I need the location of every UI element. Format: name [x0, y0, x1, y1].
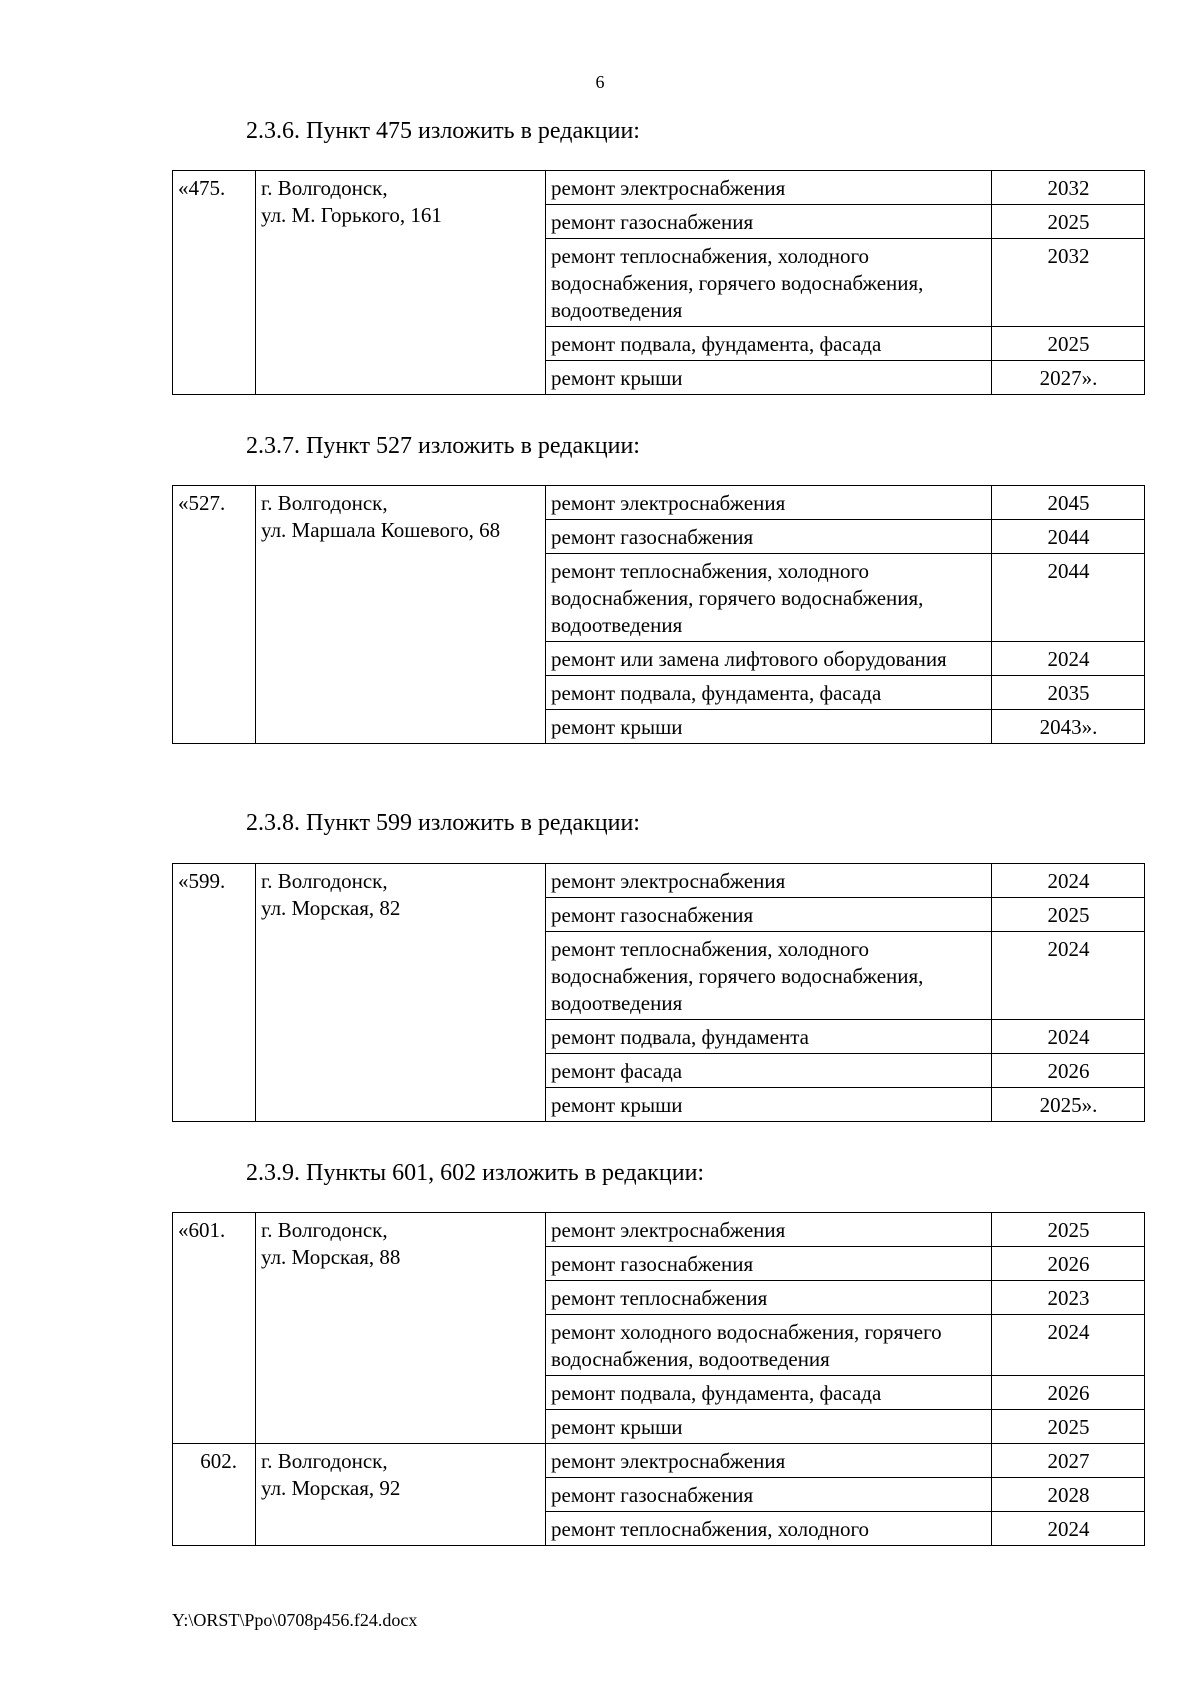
- work-name: ремонт холодного водоснабжения, горячего водоснабжения, водоотведения: [546, 1315, 992, 1376]
- work-name: ремонт газоснабжения: [546, 898, 992, 932]
- work-name: ремонт теплоснабжения: [546, 1281, 992, 1315]
- work-year: 2032: [992, 171, 1145, 205]
- section-heading: 2.3.9. Пункты 601, 602 изложить в редакции:: [246, 1160, 705, 1186]
- item-number: «475.: [173, 171, 256, 395]
- address-street: ул. М. Горького, 161: [261, 203, 442, 227]
- work-year: 2025: [992, 327, 1145, 361]
- works-table: [172, 1212, 1145, 1546]
- section-heading: 2.3.6. Пункт 475 изложить в редакции:: [246, 118, 640, 144]
- address-cell: [256, 1444, 546, 1546]
- work-year: 2025: [992, 205, 1145, 239]
- work-year: 2026: [992, 1376, 1145, 1410]
- work-year: 2025: [992, 898, 1145, 932]
- work-year: 2044: [992, 520, 1145, 554]
- file-path-footer: Y:\ORST\Ppo\0708p456.f24.docx: [172, 1610, 418, 1630]
- work-year: 2023: [992, 1281, 1145, 1315]
- work-year: 2024: [992, 1020, 1145, 1054]
- address-city: г. Волгодонск,: [261, 869, 388, 893]
- page-number: 6: [595, 72, 605, 92]
- work-year: 2025: [992, 1410, 1145, 1444]
- address-street: ул. Маршала Кошевого, 68: [261, 518, 501, 542]
- work-name: ремонт теплоснабжения, холодного: [546, 1512, 992, 1546]
- work-name: ремонт теплоснабжения, холодного водоснабжения, горячего водоснабжения, водоотведения: [546, 554, 992, 642]
- item-number: 602.: [173, 1444, 256, 1546]
- work-name: ремонт крыши: [546, 1410, 992, 1444]
- address-city: г. Волгодонск,: [261, 1449, 388, 1473]
- work-name: ремонт крыши: [546, 710, 992, 744]
- item-number: «599.: [173, 864, 256, 1122]
- table-row: [173, 1444, 1145, 1478]
- work-name: ремонт подвала, фундамента: [546, 1020, 992, 1054]
- works-table: [172, 485, 1145, 744]
- work-year: 2027».: [992, 361, 1145, 395]
- work-year: 2043».: [992, 710, 1145, 744]
- work-year: 2044: [992, 554, 1145, 642]
- work-year: 2024: [992, 1512, 1145, 1546]
- item-number: «527.: [173, 486, 256, 744]
- work-name: ремонт крыши: [546, 1088, 992, 1122]
- work-year: 2026: [992, 1054, 1145, 1088]
- work-name: ремонт электроснабжения: [546, 1213, 992, 1247]
- work-name: ремонт электроснабжения: [546, 864, 992, 898]
- work-name: ремонт подвала, фундамента, фасада: [546, 676, 992, 710]
- work-name: ремонт электроснабжения: [546, 171, 992, 205]
- work-year: 2024: [992, 1315, 1145, 1376]
- address-street: ул. Морская, 88: [261, 1245, 401, 1269]
- section-heading: 2.3.8. Пункт 599 изложить в редакции:: [246, 810, 640, 836]
- work-name: ремонт фасада: [546, 1054, 992, 1088]
- work-name: ремонт газоснабжения: [546, 205, 992, 239]
- address-city: г. Волгодонск,: [261, 176, 388, 200]
- work-name: ремонт или замена лифтового оборудования: [546, 642, 992, 676]
- table-row: [173, 486, 1145, 520]
- address-cell: [256, 864, 546, 1122]
- work-name: ремонт подвала, фундамента, фасада: [546, 1376, 992, 1410]
- work-year: 2027: [992, 1444, 1145, 1478]
- work-year: 2025: [992, 1213, 1145, 1247]
- works-table: [172, 863, 1145, 1122]
- work-name: ремонт электроснабжения: [546, 1444, 992, 1478]
- address-cell: [256, 486, 546, 744]
- table-row: [173, 1213, 1145, 1247]
- work-year: 2024: [992, 864, 1145, 898]
- work-year: 2024: [992, 932, 1145, 1020]
- work-name: ремонт крыши: [546, 361, 992, 395]
- section-heading: 2.3.7. Пункт 527 изложить в редакции:: [246, 433, 640, 459]
- address-street: ул. Морская, 92: [261, 1476, 401, 1500]
- address-city: г. Волгодонск,: [261, 491, 388, 515]
- address-city: г. Волгодонск,: [261, 1218, 388, 1242]
- work-name: ремонт теплоснабжения, холодного водоснабжения, горячего водоснабжения, водоотведения: [546, 932, 992, 1020]
- work-year: 2045: [992, 486, 1145, 520]
- work-name: ремонт газоснабжения: [546, 1247, 992, 1281]
- work-name: ремонт газоснабжения: [546, 520, 992, 554]
- work-name: ремонт теплоснабжения, холодного водоснабжения, горячего водоснабжения, водоотведения: [546, 239, 992, 327]
- work-year: 2025».: [992, 1088, 1145, 1122]
- table-row: [173, 864, 1145, 898]
- address-cell: [256, 1213, 546, 1444]
- address-street: ул. Морская, 82: [261, 896, 401, 920]
- work-year: 2024: [992, 642, 1145, 676]
- work-year: 2028: [992, 1478, 1145, 1512]
- work-year: 2035: [992, 676, 1145, 710]
- work-name: ремонт газоснабжения: [546, 1478, 992, 1512]
- item-number: «601.: [173, 1213, 256, 1444]
- work-name: ремонт подвала, фундамента, фасада: [546, 327, 992, 361]
- work-name: ремонт электроснабжения: [546, 486, 992, 520]
- works-table: [172, 170, 1145, 395]
- address-cell: [256, 171, 546, 395]
- work-year: 2026: [992, 1247, 1145, 1281]
- work-year: 2032: [992, 239, 1145, 327]
- table-row: [173, 171, 1145, 205]
